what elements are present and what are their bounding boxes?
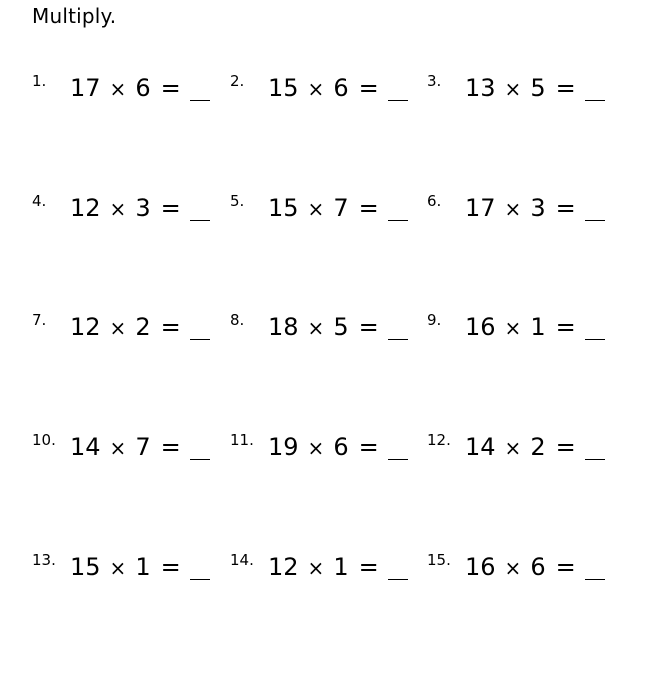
multiplier: 6 <box>135 74 151 102</box>
multiplier: 5 <box>333 313 349 341</box>
problem-number: 3. <box>427 72 442 90</box>
problem-number: 4. <box>32 192 47 210</box>
multiplier: 7 <box>135 433 151 461</box>
problem-number: 6. <box>427 192 442 210</box>
equals-sign: = <box>555 313 576 341</box>
answer-blank[interactable] <box>388 459 408 460</box>
answer-blank[interactable] <box>190 579 210 580</box>
problem-item <box>32 551 222 583</box>
equals-sign: = <box>358 433 379 461</box>
multiplier: 3 <box>135 194 151 222</box>
times-sign: × <box>307 77 325 101</box>
problem-item <box>230 311 420 343</box>
multiplier: 5 <box>530 74 546 102</box>
problem-expression <box>70 311 181 344</box>
equals-sign: = <box>358 74 379 102</box>
equals-sign: = <box>160 553 181 581</box>
problem-number: 13. <box>32 551 56 569</box>
times-sign: × <box>109 556 127 580</box>
answer-blank[interactable] <box>190 220 210 221</box>
multiplicand: 14 <box>465 433 496 461</box>
problem-number: 5. <box>230 192 245 210</box>
times-sign: × <box>109 197 127 221</box>
problem-item <box>230 72 420 104</box>
answer-blank[interactable] <box>585 579 605 580</box>
problem-expression <box>268 72 379 105</box>
multiplicand: 12 <box>70 194 101 222</box>
problem-expression <box>465 192 576 225</box>
multiplicand: 18 <box>268 313 299 341</box>
equals-sign: = <box>555 433 576 461</box>
equals-sign: = <box>160 194 181 222</box>
multiplier: 7 <box>333 194 349 222</box>
problem-number: 2. <box>230 72 245 90</box>
multiplier: 6 <box>333 433 349 461</box>
times-sign: × <box>504 436 522 460</box>
multiplicand: 13 <box>465 74 496 102</box>
problem-expression <box>268 311 379 344</box>
answer-blank[interactable] <box>388 579 408 580</box>
multiplier: 6 <box>333 74 349 102</box>
problem-expression <box>268 551 379 584</box>
equals-sign: = <box>358 553 379 581</box>
equals-sign: = <box>160 313 181 341</box>
problem-expression <box>70 192 181 225</box>
multiplicand: 14 <box>70 433 101 461</box>
problem-number: 14. <box>230 551 254 569</box>
problem-item <box>32 311 222 343</box>
times-sign: × <box>109 77 127 101</box>
problem-item <box>427 72 617 104</box>
answer-blank[interactable] <box>388 339 408 340</box>
multiplicand: 15 <box>70 553 101 581</box>
times-sign: × <box>307 197 325 221</box>
problem-item <box>32 431 222 463</box>
times-sign: × <box>307 316 325 340</box>
problem-number: 7. <box>32 311 47 329</box>
problem-item <box>32 72 222 104</box>
multiplicand: 17 <box>70 74 101 102</box>
problem-expression <box>465 311 576 344</box>
problem-number: 1. <box>32 72 47 90</box>
problem-number: 8. <box>230 311 245 329</box>
answer-blank[interactable] <box>388 220 408 221</box>
answer-blank[interactable] <box>388 100 408 101</box>
problem-item <box>230 431 420 463</box>
problem-expression <box>70 72 181 105</box>
multiplier: 1 <box>135 553 151 581</box>
times-sign: × <box>504 77 522 101</box>
multiplier: 2 <box>530 433 546 461</box>
times-sign: × <box>504 556 522 580</box>
problem-number: 12. <box>427 431 451 449</box>
answer-blank[interactable] <box>585 220 605 221</box>
multiplicand: 17 <box>465 194 496 222</box>
answer-blank[interactable] <box>585 459 605 460</box>
problem-item <box>427 551 617 583</box>
equals-sign: = <box>358 194 379 222</box>
equals-sign: = <box>160 74 181 102</box>
problem-item <box>230 551 420 583</box>
problem-expression <box>268 431 379 464</box>
problem-expression <box>465 551 576 584</box>
multiplicand: 12 <box>70 313 101 341</box>
problem-number: 10. <box>32 431 56 449</box>
times-sign: × <box>109 316 127 340</box>
times-sign: × <box>307 436 325 460</box>
times-sign: × <box>504 316 522 340</box>
problem-item <box>427 311 617 343</box>
problem-item <box>427 431 617 463</box>
multiplicand: 16 <box>465 553 496 581</box>
problem-expression <box>465 72 576 105</box>
times-sign: × <box>307 556 325 580</box>
problem-item <box>230 192 420 224</box>
problem-number: 15. <box>427 551 451 569</box>
problem-item <box>427 192 617 224</box>
problem-expression <box>465 431 576 464</box>
multiplier: 2 <box>135 313 151 341</box>
multiplier: 1 <box>333 553 349 581</box>
multiplicand: 15 <box>268 74 299 102</box>
times-sign: × <box>109 436 127 460</box>
answer-blank[interactable] <box>585 100 605 101</box>
problem-expression <box>70 551 181 584</box>
equals-sign: = <box>160 433 181 461</box>
equals-sign: = <box>555 553 576 581</box>
multiplier: 6 <box>530 553 546 581</box>
answer-blank[interactable] <box>190 459 210 460</box>
problem-number: 9. <box>427 311 442 329</box>
times-sign: × <box>504 197 522 221</box>
answer-blank[interactable] <box>190 100 210 101</box>
multiplicand: 19 <box>268 433 299 461</box>
problem-expression <box>268 192 379 225</box>
problem-item <box>32 192 222 224</box>
multiplier: 3 <box>530 194 546 222</box>
equals-sign: = <box>555 194 576 222</box>
multiplier: 1 <box>530 313 546 341</box>
multiplicand: 12 <box>268 553 299 581</box>
equals-sign: = <box>555 74 576 102</box>
problem-expression <box>70 431 181 464</box>
multiplicand: 15 <box>268 194 299 222</box>
answer-blank[interactable] <box>585 339 605 340</box>
equals-sign: = <box>358 313 379 341</box>
problem-number: 11. <box>230 431 254 449</box>
worksheet-instruction: Multiply. <box>32 4 117 28</box>
multiplicand: 16 <box>465 313 496 341</box>
answer-blank[interactable] <box>190 339 210 340</box>
